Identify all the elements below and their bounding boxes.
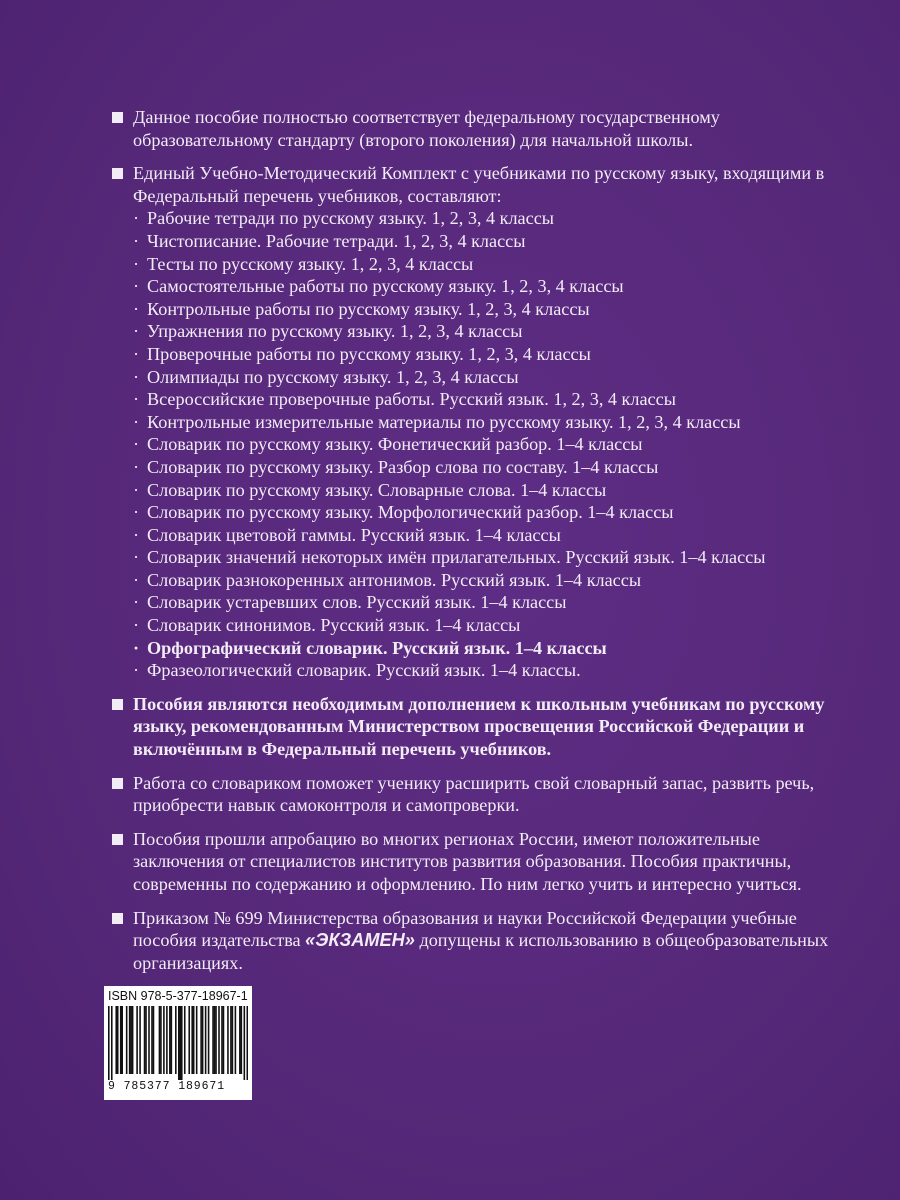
book-list-item [133,253,832,276]
book-title: Словарик цветовой гаммы. Русский язык. 1–4 классы [147,524,561,545]
book-list-item [133,637,832,660]
dot-bullet-icon: · [133,592,140,613]
dot-bullet-icon: · [133,411,140,432]
square-bullet-icon [112,168,123,179]
book-list-item [133,456,832,479]
book-title: Словарик разнокоренных антонимов. Русский язык. 1–4 классы [147,569,642,590]
square-bullet-icon [112,778,123,789]
book-title: Орфографический словарик. Русский язык. 1–4 классы [147,637,607,658]
book-title: Тесты по русскому языку. 1, 2, 3, 4 классы [147,253,474,274]
book-list-item [133,501,832,524]
book-title: Олимпиады по русскому языку. 1, 2, 3, 4 классы [147,366,519,387]
dot-bullet-icon: · [133,479,140,500]
dot-bullet-icon: · [133,502,140,523]
isbn-label: ISBN 978-5-377-18967-1 [108,989,248,1003]
paragraph-standard [112,106,832,151]
book-list-item [133,614,832,637]
publisher-name: «ЭКЗАМЕН» [305,930,415,951]
paragraph-text: Пособия являются необходимым дополнением к школьным учебникам по русскому языку, рекомендованным Министерством просвещения Российской Федерации и включённым в Федеральный перечень учебников. [133,693,825,760]
dot-bullet-icon: · [133,276,140,297]
book-list-item [133,207,832,230]
book-title: Словарик по русскому языку. Разбор слова по составу. 1–4 классы [147,456,659,477]
dot-bullet-icon: · [133,230,140,251]
book-list-item [133,275,832,298]
book-list [133,207,832,681]
book-title: Всероссийские проверочные работы. Русский язык. 1, 2, 3, 4 классы [147,389,676,410]
book-title: Словарик значений некоторых имён прилагательных. Русский язык. 1–4 классы [147,547,766,568]
paragraph-supplement [112,693,832,761]
square-bullet-icon [112,913,123,924]
book-title: Проверочные работы по русскому языку. 1, 2, 3, 4 классы [147,343,591,364]
book-title: Словарик устаревших слов. Русский язык. 1–4 классы [147,592,567,613]
book-title: Контрольные работы по русскому языку. 1, 2, 3, 4 классы [147,298,590,319]
book-title: Самостоятельные работы по русскому языку. 1, 2, 3, 4 классы [147,276,624,297]
book-title: Фразеологический словарик. Русский язык. 1–4 классы. [147,660,581,681]
dot-bullet-icon: · [133,298,140,319]
book-list-item [133,320,832,343]
dot-bullet-icon: · [133,389,140,410]
book-title: Словарик по русскому языку. Морфологический разбор. 1–4 классы [147,502,674,523]
isbn-barcode-block [104,986,252,1100]
paragraph-text: допущены к использованию в общеобразовательных организациях. [133,930,829,973]
book-list-item [133,388,832,411]
paragraph-vocabulary [112,772,832,817]
paragraph-order [112,907,832,975]
book-list-item [133,366,832,389]
book-title: Словарик синонимов. Русский язык. 1–4 классы [147,615,521,636]
paragraph-umk [112,162,832,682]
book-title: Рабочие тетради по русскому языку. 1, 2, 3, 4 классы [147,208,554,229]
dot-bullet-icon: · [133,321,140,342]
dot-bullet-icon: · [133,660,140,681]
paragraph-text: Данное пособие полностью соответствует федеральному государственному образовательному стандарту (второго поколения) для начальной школы. [133,107,720,150]
book-title: Чистописание. Рабочие тетради. 1, 2, 3, 4 классы [147,230,526,251]
book-list-item [133,230,832,253]
dot-bullet-icon: · [133,569,140,590]
paragraph-approbation [112,828,832,896]
book-list-item [133,411,832,434]
dot-bullet-icon: · [133,366,140,387]
book-list-item [133,546,832,569]
dot-bullet-icon: · [133,524,140,545]
book-list-item [133,524,832,547]
book-title: Упражнения по русскому языку. 1, 2, 3, 4 классы [147,321,523,342]
barcode-digits: 9 785377 189671 [108,1080,226,1093]
paragraph-text: Приказом № 699 Министерства образования и науки Российской Федерации учебные пособия издательства [133,907,797,951]
barcode-icon [108,1006,248,1080]
book-list-item [133,569,832,592]
dot-bullet-icon: · [133,547,140,568]
square-bullet-icon [112,834,123,845]
book-list-item [133,659,832,682]
book-list-item [133,343,832,366]
square-bullet-icon [112,112,123,123]
book-list-item [133,298,832,321]
book-title: Словарик по русскому языку. Фонетический разбор. 1–4 классы [147,434,643,455]
dot-bullet-icon: · [133,208,140,229]
dot-bullet-icon: · [133,343,140,364]
paragraph-text: Работа со словариком поможет ученику расширить свой словарный запас, развить речь, приобрести навык самоконтроля и самопроверки. [133,772,815,816]
book-list-item [133,591,832,614]
dot-bullet-icon: · [133,615,140,636]
book-list-item [133,479,832,502]
paragraph-text: Пособия прошли апробацию во многих регионах России, имеют положительные заключения от специалистов институтов развития образования. Пособия практичны, современны по содержанию и оформлению. По ним легко учить и интересно учиться. [133,828,802,894]
dot-bullet-icon: · [133,434,140,455]
book-list-item [133,433,832,456]
dot-bullet-icon: · [133,253,140,274]
paragraph-text: Единый Учебно-Методический Комплект с учебниками по русскому языку, входящими в Федеральный перечень учебников, составляют: [133,163,825,206]
dot-bullet-icon: · [133,456,140,477]
dot-bullet-icon: · [133,637,140,658]
square-bullet-icon [112,699,123,710]
book-title: Контрольные измерительные материалы по русскому языку. 1, 2, 3, 4 классы [147,411,741,432]
book-title: Словарик по русскому языку. Словарные слова. 1–4 классы [147,479,607,500]
cover-text [112,106,832,985]
